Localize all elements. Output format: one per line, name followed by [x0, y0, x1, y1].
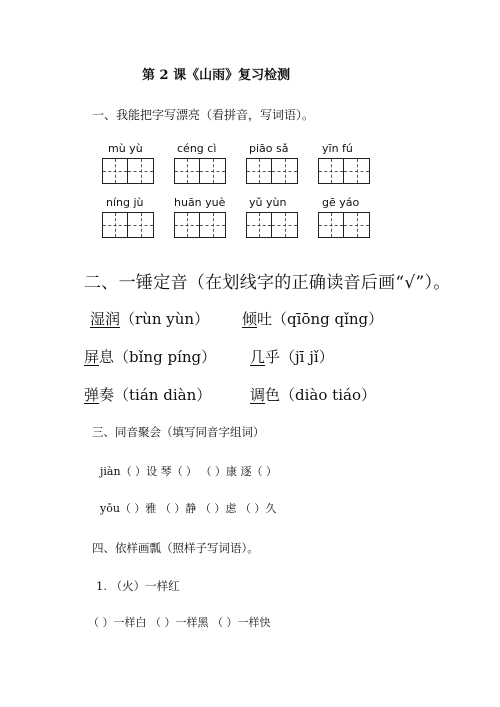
- pinyin-label: níng jù: [106, 196, 144, 209]
- pinyin-label: yīn fú: [322, 142, 353, 155]
- pinyin-label: gē yáo: [322, 196, 360, 209]
- homophone-line[interactable]: yōu（ ）雅 （ ）静 （ ）虑 （ ）久: [100, 502, 277, 515]
- writing-grid[interactable]: [318, 212, 370, 238]
- reading-options[interactable]: （qīōng qǐng）: [272, 310, 384, 328]
- word-rest: 乎: [265, 348, 281, 366]
- word-rest: 吐: [257, 310, 273, 328]
- writing-grid[interactable]: [246, 212, 298, 238]
- reading-options[interactable]: （bǐng píng）: [114, 348, 217, 366]
- pinyin-label: céng cì: [177, 142, 217, 155]
- homophone-line[interactable]: jiàn（ ）设 琴（ ） （ ）康 逐（ ）: [100, 465, 278, 478]
- reading-item: [84, 384, 211, 405]
- page-title: 第 2 课《山雨》复习检测: [142, 68, 291, 83]
- writing-grid[interactable]: [174, 158, 226, 184]
- pinyin-label: huān yuè: [174, 196, 226, 209]
- reading-item: [250, 384, 376, 405]
- underlined-char: 弹: [84, 386, 100, 404]
- word-rest: 息: [99, 348, 115, 366]
- underlined-char: 屏: [84, 348, 100, 366]
- writing-grid[interactable]: [102, 212, 154, 238]
- reading-options[interactable]: （diào tiáo）: [280, 386, 376, 404]
- underlined-char: 调: [250, 386, 266, 404]
- section2-heading: 二、一锤定音（在划线字的正确读音后画“√”）。: [84, 273, 451, 293]
- example-line: 1. （火）一样红: [96, 579, 180, 593]
- pinyin-label: piāo sǎ: [249, 142, 289, 155]
- reading-item: [242, 308, 383, 329]
- pinyin-label: yǔ yùn: [249, 196, 287, 209]
- section4-heading: 四、依样画瓢（照样子写词语）。: [92, 541, 259, 555]
- reading-item: [90, 308, 209, 329]
- word-rest: 奏: [99, 386, 115, 404]
- writing-grid[interactable]: [246, 158, 298, 184]
- imitation-line[interactable]: （ ）一样白 （ ）一样黑 （ ）一样快: [88, 616, 271, 629]
- reading-item: [84, 346, 216, 367]
- underlined-char: 湿润: [90, 310, 121, 328]
- writing-grid[interactable]: [174, 212, 226, 238]
- reading-options[interactable]: （tián diàn）: [114, 386, 212, 404]
- reading-options[interactable]: （rùn yùn）: [120, 310, 210, 328]
- underlined-char: 倾: [242, 310, 258, 328]
- reading-options[interactable]: （jī jǐ）: [280, 348, 334, 366]
- underlined-char: 几: [250, 348, 266, 366]
- section3-heading: 三、同音聚会（填写同音字组词）: [92, 425, 265, 439]
- writing-grid[interactable]: [318, 158, 370, 184]
- pinyin-label: mù yù: [108, 142, 143, 155]
- word-rest: 色: [265, 386, 281, 404]
- section1-heading: 一、我能把字写漂亮（看拼音，写词语）。: [92, 108, 315, 122]
- writing-grid[interactable]: [102, 158, 154, 184]
- reading-item: [250, 346, 334, 367]
